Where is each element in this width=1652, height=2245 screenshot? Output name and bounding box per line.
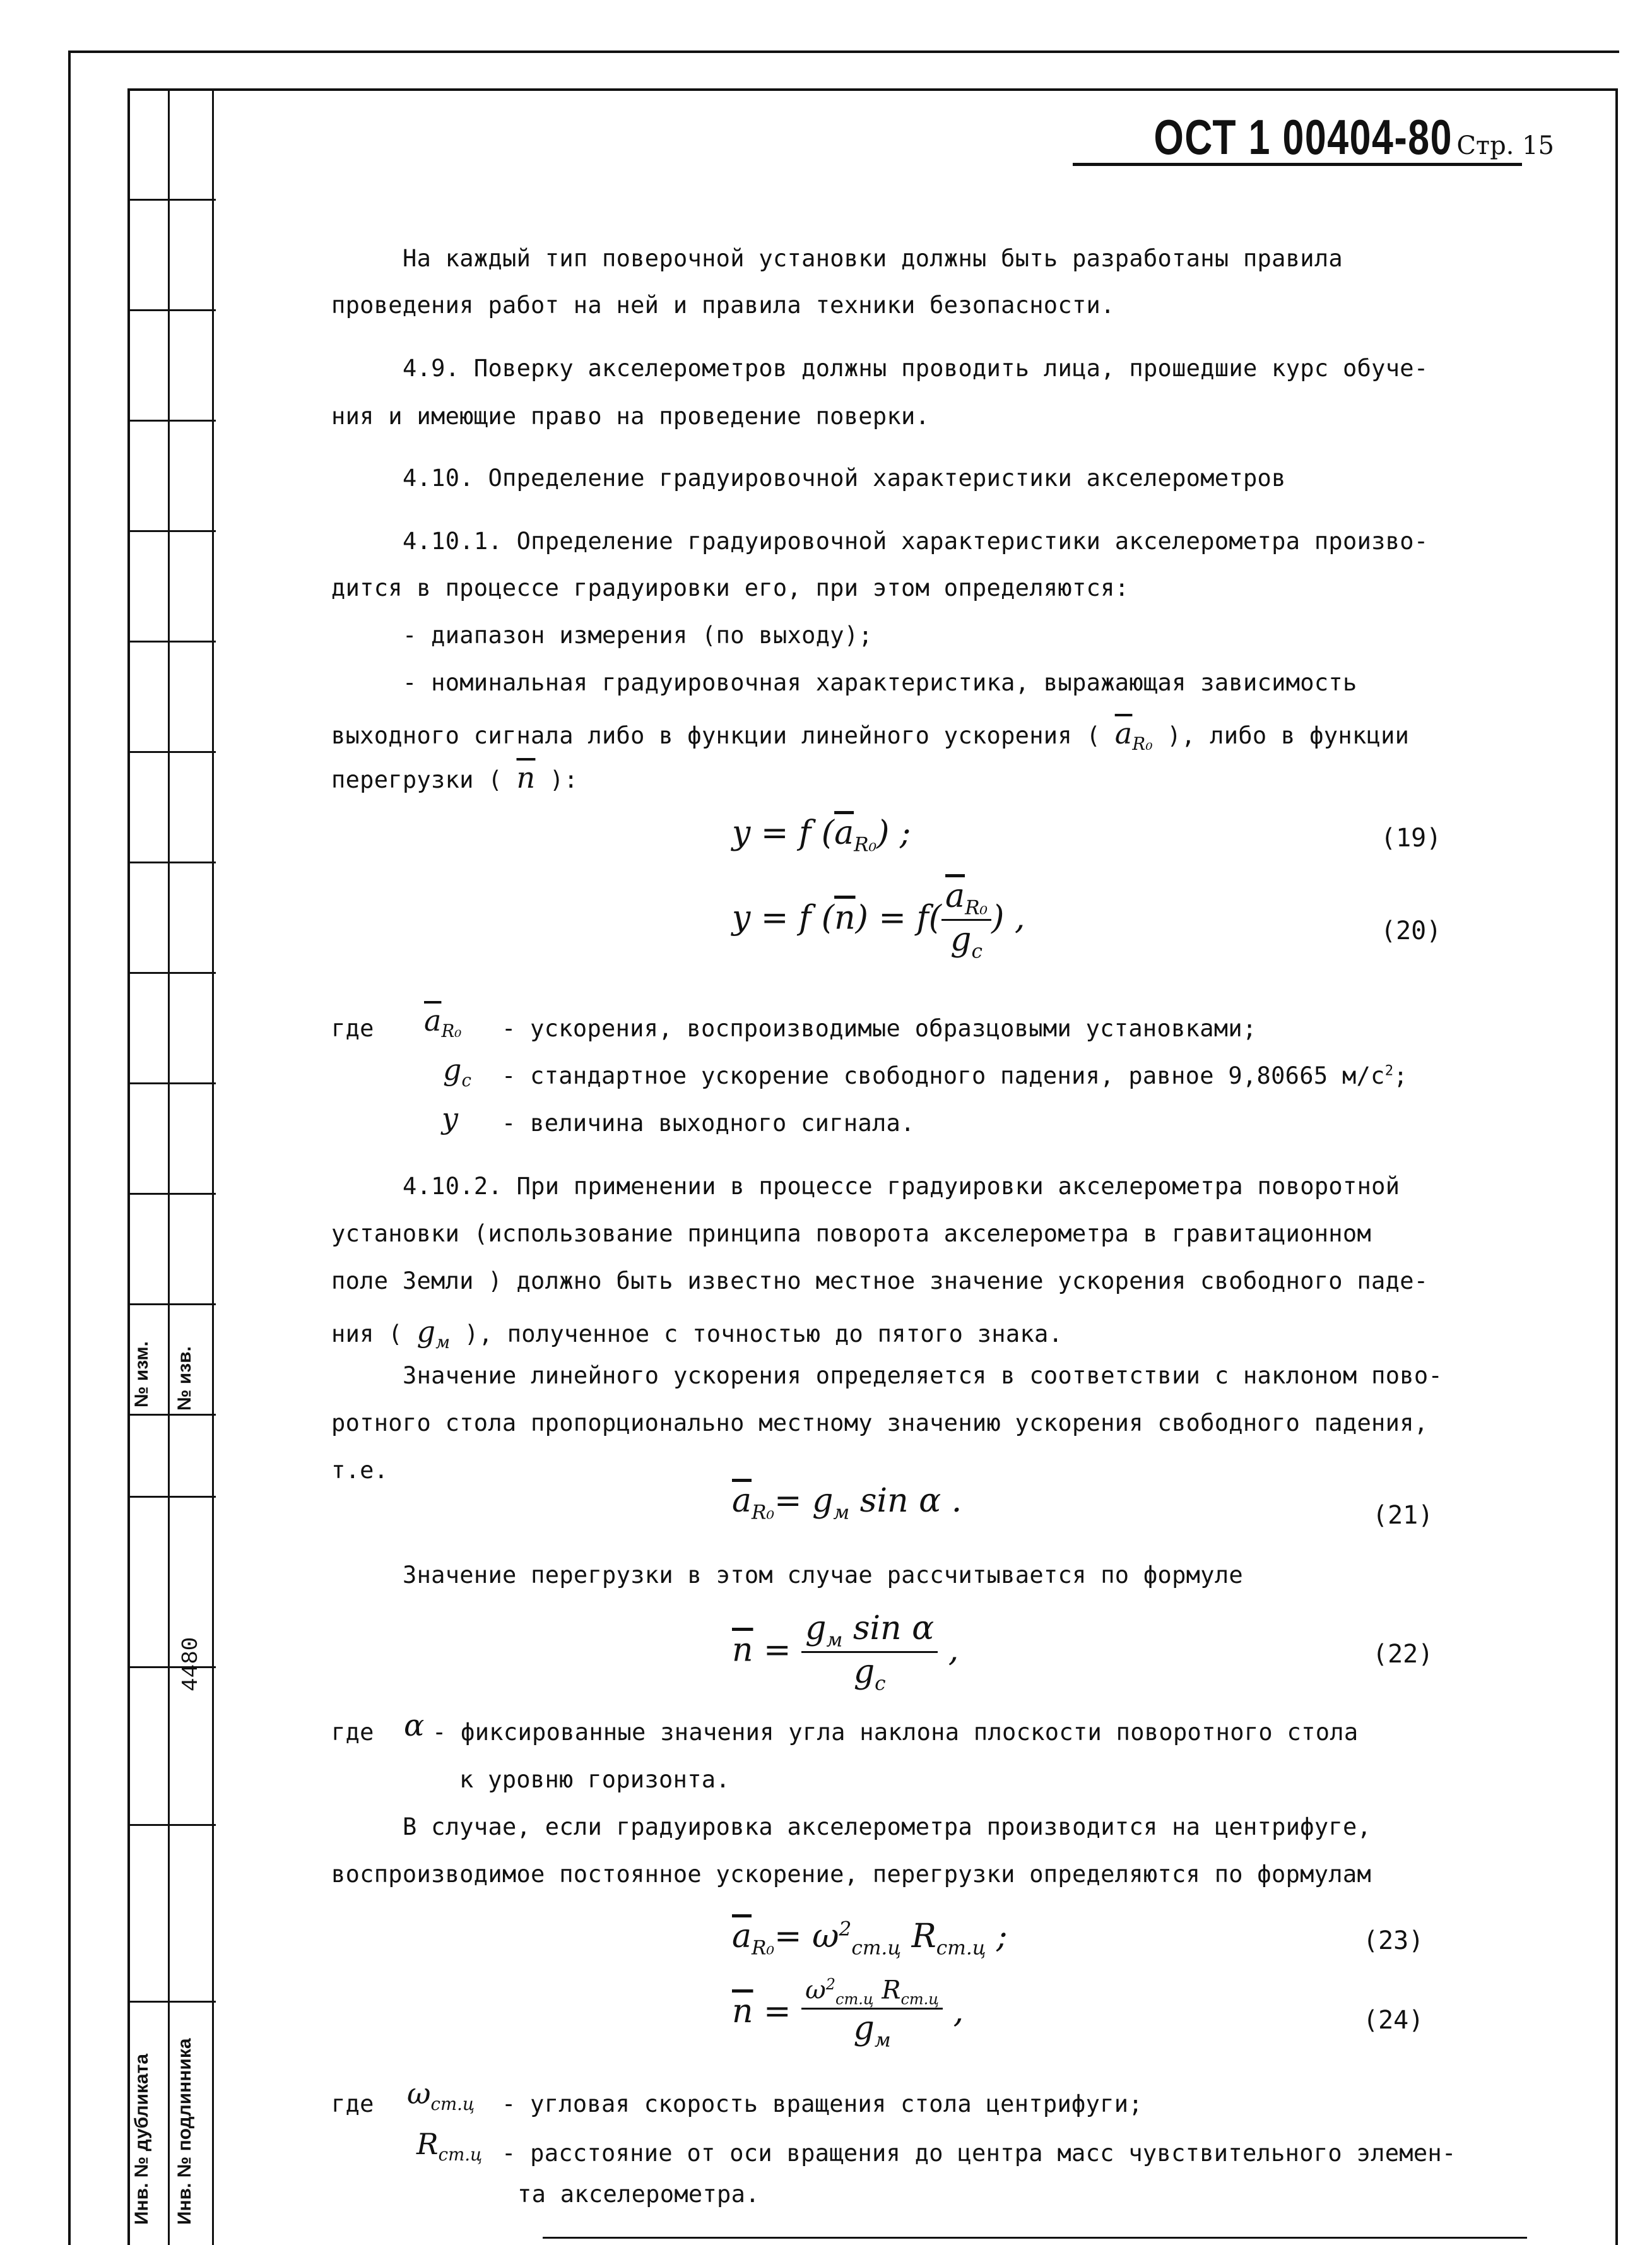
text-line: проведения работ на ней и правила техники безопасности. (331, 292, 1115, 319)
text-line: ротного стола пропорционально местному значению ускорения свободного падения, (331, 1409, 1429, 1436)
stamp-izv-label: № изв. (174, 1346, 195, 1411)
definition-line: - фиксированные значения угла наклона плоскости поворотного стола (432, 1719, 1359, 1746)
where-label: где (331, 1719, 374, 1746)
formula-20: y = f $(\overline{n}) = f$( $\frac{\overline{a}_{R_0}}{g_c}$ ) , (732, 877, 1025, 963)
list-item: - диапазон измерения (по выходу); (403, 622, 873, 649)
stamp-inv-dubl-label: Инв. № дубликата (131, 2053, 152, 2225)
formula-24: $\overline{n}$ = $\frac{\omega^2_{ст.ц} R_{ст.ц}}{g_м}$ , (732, 1975, 964, 2052)
def-symbol-gc: $g_c$ (443, 1053, 471, 1091)
text-line: т.е. (331, 1457, 389, 1484)
text-line: 4.9. Поверку акселерометров должны проводить лица, прошедшие курс обуче- (403, 355, 1429, 382)
eq-number-19: (19) (1381, 824, 1442, 853)
section-heading: 4.10. Определение градуировочной характеристики акселерометров (403, 465, 1286, 492)
text-line: ния ( $g_м$ ), полученное с точностью до пятого знака. (331, 1315, 1063, 1353)
definition-line: к уровню горизонта. (459, 1766, 730, 1793)
symbol-n: $\overline{n}$ (516, 761, 536, 795)
standard-code: ОСТ 1 00404-80 (1153, 109, 1453, 165)
text-line: ния и имеющие право на проведение поверки. (331, 403, 930, 430)
def-symbol-alpha: α (404, 1708, 425, 1743)
formula-19: y = f $(\overline{a}_{R_0})$ ; (732, 814, 911, 856)
text-line: дится в процессе градуировки его, при этом определяются: (331, 574, 1130, 601)
def-symbol-omega: $\omega_{ст.ц}$ (407, 2076, 475, 2115)
text-line: 4.10.2. При применении в процессе градуировки акселерометра поворотной (403, 1173, 1400, 1200)
definition-line: - ускорения, воспроизводимые образцовыми установками; (502, 1015, 1257, 1042)
eq-number-24: (24) (1363, 2006, 1424, 2035)
eq-number-21: (21) (1372, 1501, 1434, 1530)
definition-line: - расстояние от оси вращения до центра масс чувствительного элемен- (502, 2140, 1456, 2167)
text-line: перегрузки ( $\overline{n}$ ): (331, 761, 579, 795)
where-label: где (331, 2090, 374, 2118)
stamp-inv-podl-label: Инв. № подлинника (174, 2038, 195, 2225)
text-line: поле Земли ) должно быть известно местное значение ускорения свободного паде- (331, 1267, 1429, 1294)
def-symbol-a: $\overline{a}_{R_0}$ (424, 1004, 462, 1042)
eq-number-23: (23) (1363, 1926, 1424, 1955)
text-line: Значение линейного ускорения определяется в соответствии с наклоном пово- (403, 1362, 1443, 1389)
list-item: - номинальная градуировочная характеристика, выражающая зависимость (403, 669, 1357, 696)
where-label: где (331, 1015, 374, 1042)
text-line: На каждый тип поверочной установки должны быть разработаны правила (403, 245, 1343, 272)
formula-21: $\overline{a}_{R_0}= g_м$ sin α . (732, 1482, 962, 1524)
symbol-a: $\overline{a}$ (1114, 716, 1133, 750)
formula-23: $\overline{a}_{R_0}= \omega^2_{ст.ц}$ $R_{ст.ц}$ ; (732, 1917, 1008, 1960)
text-line: Значение перегрузки в этом случае рассчитывается по формуле (403, 1561, 1243, 1589)
def-symbol-y: y (442, 1101, 458, 1135)
definition-line: та акселерометра. (517, 2181, 760, 2208)
stamp-izm-label: № изм. (131, 1341, 152, 1407)
definition-line: - угловая скорость вращения стола центрифуги; (502, 2090, 1143, 2118)
header-underline (1073, 163, 1522, 166)
bottom-rule (543, 2237, 1527, 2239)
stamp-inv-number: 4480 (178, 1637, 204, 1691)
definition-line: - стандартное ускорение свободного падения, равное 9,80665 $м/с^2$; (502, 1062, 1408, 1089)
page-header (1070, 109, 1554, 166)
def-symbol-R: $R_{ст.ц}$ (416, 2127, 483, 2165)
definition-line: - величина выходного сигнала. (502, 1110, 915, 1137)
formula-22: $\overline{n}$ = $\frac{g_м \sin \alpha}{g_c}$ , (732, 1609, 959, 1695)
page-number: Стр. 15 (1456, 131, 1554, 160)
stamp-strip (127, 88, 216, 2245)
eq-number-22: (22) (1372, 1640, 1434, 1669)
text-line: установки (использование принципа поворота акселерометра в гравитационном (331, 1220, 1372, 1247)
text-line: воспроизводимое постоянное ускорение, перегрузки определяются по формулам (331, 1861, 1372, 1888)
text-line: В случае, если градуировка акселерометра производится на центрифуге, (403, 1813, 1372, 1840)
text-line: выходного сигнала либо в функции линейного ускорения ( $\overline{a}_{R_0}$ ), либо в функции (331, 716, 1410, 755)
eq-number-20: (20) (1381, 916, 1442, 945)
text-line: 4.10.1. Определение градуировочной характеристики акселерометра произво- (403, 528, 1429, 555)
